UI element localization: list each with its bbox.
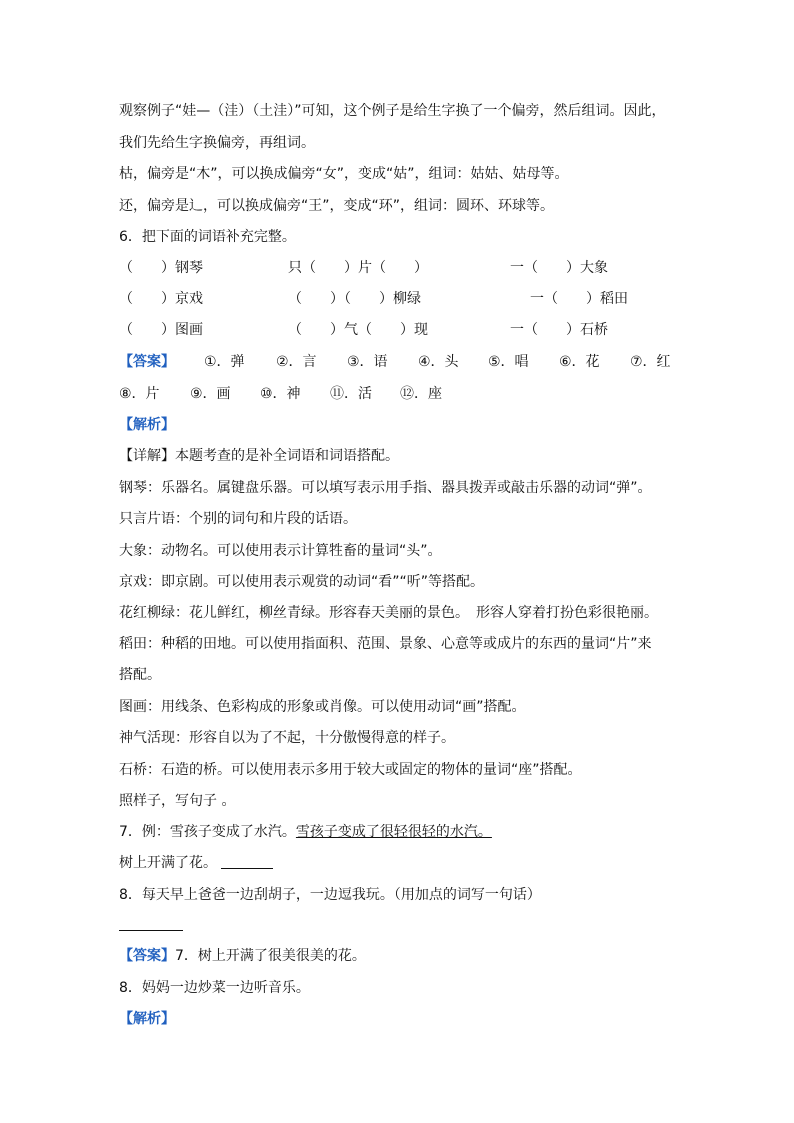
instruction-line: 照样子，写句子 。 <box>119 793 236 809</box>
answer-item: ③．语 <box>347 354 388 370</box>
detail-line <box>119 446 399 466</box>
q7-example-underlined: 雪孩子变成了很轻很轻的水汽。 <box>295 824 492 840</box>
answer-8-text: 8．妈妈一边炒菜一边听音乐。 <box>119 980 310 996</box>
q6-item: 一（ ）大象 <box>510 260 608 276</box>
explanation-line: 大象：动物名。可以使用表示计算牲畜的量词“头”。 <box>119 543 442 559</box>
explanation-line: 钢琴：乐器名。属键盘乐器。可以填写表示用手指、器具拨弄或敲击乐器的动词“弹”。 <box>119 480 652 496</box>
explanation-line: 京戏：即京剧。可以使用表示观赏的动词“看”“听”等搭配。 <box>119 574 485 590</box>
detail-label: 【详解】 <box>119 448 175 464</box>
text-line-3: 枯，偏旁是“木”，可以换成偏旁“女”，变成“姑”，组词：姑姑、姑母等。 <box>119 166 569 182</box>
explanation-line: 搭配。 <box>119 667 161 683</box>
q8-answer-blank <box>119 930 183 931</box>
answer-label-2: 【答案】 <box>119 948 175 964</box>
answer-label: 【答案】 <box>119 354 175 370</box>
answer-item: ⑨．画 <box>190 386 231 402</box>
text-line-1: 观察例子“娃—（洼）（土洼）”可知，这个例子是给生字换了一个偏旁，然后组词。因此， <box>119 103 666 119</box>
analysis-label-2: 【解析】 <box>119 1011 175 1027</box>
answer-item: ⑥．花 <box>559 354 600 370</box>
answer-item: ①．弹 <box>204 354 245 370</box>
answer-item: ⑫．座 <box>400 386 442 402</box>
explanation-line: 石桥：石造的桥。可以使用表示多用于较大或固定的物体的量词“座”搭配。 <box>119 762 582 778</box>
text-line-4: 还，偏旁是⻌，可以换成偏旁“王”，变成“环”，组词：圆环、环球等。 <box>119 198 555 214</box>
answer-item: ⑪．活 <box>330 386 372 402</box>
q6-item: 一（ ）石桥 <box>510 322 608 338</box>
answer-line-2 <box>119 946 366 966</box>
question-7-example <box>119 822 492 842</box>
analysis-label: 【解析】 <box>119 417 175 433</box>
explanation-line: 稻田：种稻的田地。可以使用指面积、范围、景象、心意等或成片的东西的量词“片”来 <box>119 636 652 652</box>
question-7-task <box>119 853 273 873</box>
q6-item: （ ）京戏 <box>119 291 203 307</box>
answer-item: ②．言 <box>276 354 317 370</box>
question-8: 8．每天早上爸爸一边刮胡子，一边逗我玩。（用加点的词写一句话） <box>119 887 541 903</box>
answer-7-text: 7．树上开满了很美很美的花。 <box>175 948 366 964</box>
question-6-title: 6．把下面的词语补充完整。 <box>119 229 296 245</box>
explanation-line: 花红柳绿：花儿鲜红，柳丝青绿。形容春天美丽的景色。 形容人穿着打扮色彩很艳丽。 <box>119 605 658 621</box>
q7-answer-blank <box>221 854 273 869</box>
explanation-line: 图画：用线条、色彩构成的形象或肖像。可以使用动词“画”搭配。 <box>119 699 526 715</box>
detail-intro: 本题考查的是补全词语和词语搭配。 <box>175 448 399 464</box>
answer-item: ⑦．红 <box>630 354 671 370</box>
answer-item: ⑤．唱 <box>488 354 529 370</box>
answer-item: ⑧．片 <box>119 386 160 402</box>
q6-item: 一（ ）稻田 <box>530 291 628 307</box>
text-line-2: 我们先给生字换偏旁，再组词。 <box>119 135 315 151</box>
answer-item: ④．头 <box>418 354 459 370</box>
q6-item: 只（ ）片（ ） <box>288 260 428 276</box>
q6-item: （ ）图画 <box>119 322 203 338</box>
q6-item: （ ）（ ）柳绿 <box>288 291 421 307</box>
explanation-line: 只言片语：个别的词句和片段的话语。 <box>119 511 357 527</box>
answer-item: ⑩．神 <box>260 386 301 402</box>
q7-task-text: 树上开满了花。 <box>119 855 217 871</box>
q7-prefix: 7．例：雪孩子变成了水汽。 <box>119 824 296 840</box>
explanation-line: 神气活现：形容自以为了不起，十分傲慢得意的样子。 <box>119 730 455 746</box>
q6-item: （ ）钢琴 <box>119 260 203 276</box>
q6-item: （ ）气（ ）现 <box>288 322 428 338</box>
